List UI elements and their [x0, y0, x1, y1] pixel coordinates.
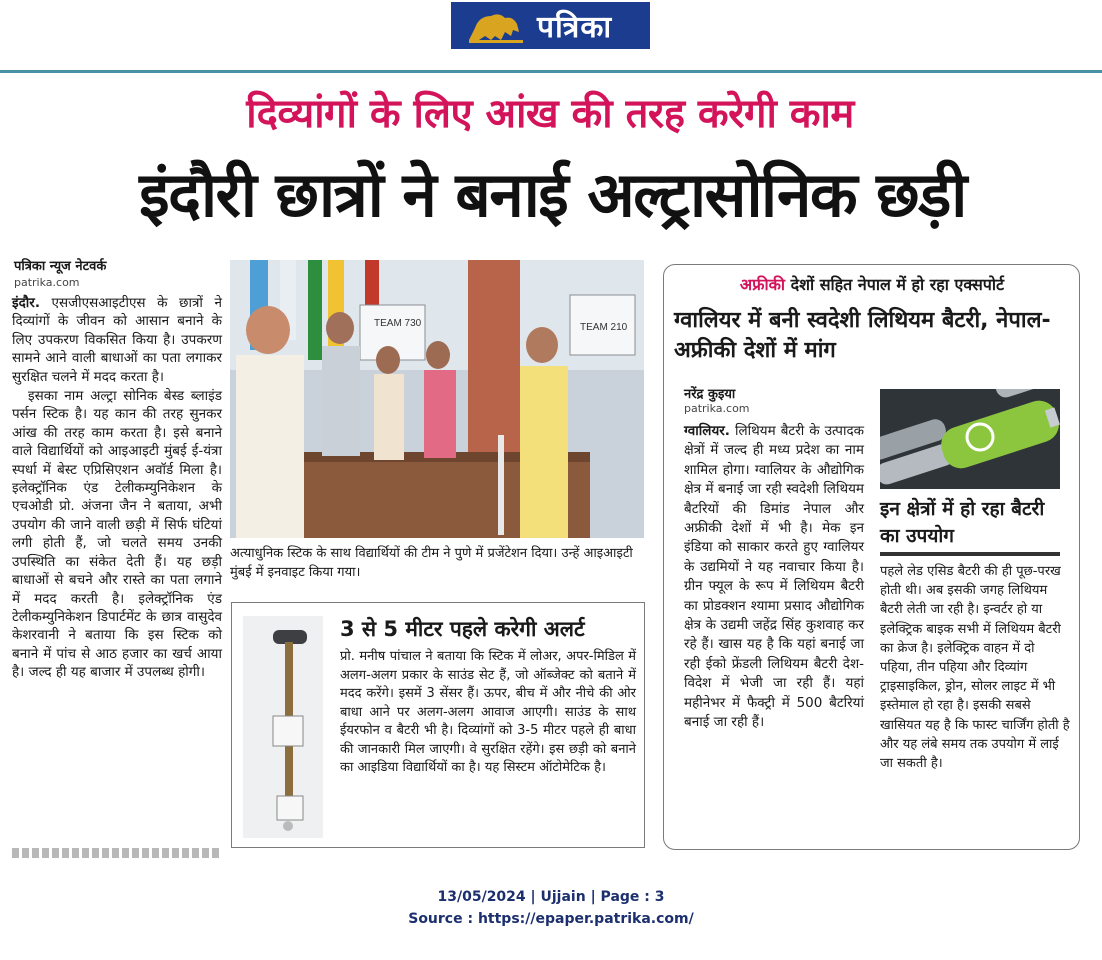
side-sub-body: पहले लेड एसिड बैटरी की ही पूछ-परख होती थी। अब इसकी जगह लिथियम बैटरी लेती जा रही है। इन्वर्टर हो या इलेक्ट्रिक बाइक सभी में लिथियम बैटरी का क्रेज है। इलेक्ट्रिक वाहन में दो पहिया, तीन पहिया और दिव्यांग ट्राइसाइकिल, ड्रोन, सोलर लाइट में भी इस्तेमाल हो रहा है। इसकी सबसे खासियत यह है कि फास्ट चार्जिंग होती है और यह लंबे समय तक उपयोग में लाई जा सकती है।: [880, 564, 1070, 772]
team-photo: [230, 260, 644, 538]
photo-caption: अत्याधुनिक स्टिक के साथ विद्यार्थियों की टीम ने पुणे में प्रजेंटेशन दिया। उन्हें आइआइटी मुंबई में इनवाइट किया गया।: [230, 546, 633, 580]
side-article-dateline: ग्वालियर.: [684, 423, 730, 439]
side-article-body: [684, 422, 864, 733]
side-article-kicker: [670, 274, 1074, 296]
page-footer: [0, 886, 1102, 930]
top-divider: [0, 70, 1102, 73]
side-kicker-rest: देशों सहित नेपाल में हो रहा एक्सपोर्ट: [785, 275, 1005, 294]
lion-icon: [465, 6, 527, 46]
sub-story-title: 3 से 5 मीटर पहले करेगी अलर्ट: [340, 617, 585, 641]
side-article-byline: नरेंद्र कुइया: [684, 387, 736, 402]
side-sub-heading: इन क्षेत्रों में हो रहा बैटरी का उपयोग: [880, 498, 1045, 547]
side-sub-divider: [880, 552, 1060, 556]
article-para-1: एसजीएसआइटीएस के छात्रों ने दिव्यांगों के जीवन को आसान बनाने के लिए उपकरण विकसित किया है। उपकरण सामने आने वाली बाधाओं का पता लगाकर सुरक्षित चलने में मदद करता है।: [12, 295, 222, 385]
article-kicker: दिव्यांगों के लिए आंख की तरह करेगी काम: [246, 91, 854, 137]
battery-photo: [880, 389, 1060, 489]
stick-photo: [243, 616, 323, 838]
side-kicker-highlight: अफ्रीकी: [739, 275, 786, 294]
footer-source[interactable]: Source : https://epaper.patrika.com/: [408, 911, 694, 927]
photo-team-sign-b: TEAM 210: [580, 322, 628, 333]
photo-team-sign-a: TEAM 730: [374, 318, 422, 329]
logo-text: पत्रिका: [537, 10, 613, 45]
footer-date-edition: 13/05/2024 | Ujjain | Page : 3: [437, 889, 665, 905]
article-body-left: [12, 294, 222, 683]
article-headline: इंदौरी छात्रों ने बनाई अल्ट्रासोनिक छड़ी: [139, 158, 966, 231]
article-dateline: इंदौर.: [12, 295, 40, 311]
side-article-body-text: लिथियम बैटरी के उत्पादक क्षेत्रों में जल्द ही मध्य प्रदेश का नाम शामिल होगा। ग्वालियर के औद्योगिक क्षेत्र में बनाई जा रही स्वदेशी लिथियम बैटरियों की डिमांड नेपाल और अफ्रीकी देशों में भी है। मेक इन इंडिया को साकार करते हुए ग्वालियर के उद्यमियों ने यह नवाचार किया है। ग्रीन फ्यूल के रूप में लिथियम बैटरी का प्रोडक्शन श्यामा प्रसाद औद्योगिक क्षेत्र के उद्यमी जहेंद्र सिंह कुशवाह कर रहे हैं। खास यह है कि यहां बनाई जा रही ईको फ्रेंडली लिथियम बैटरी देश-विदेश में भेजी जा रही हैं। यहां महीनेभर में फैक्ट्री में 500 बैटरियां बनाई जा रही हैं।: [684, 423, 864, 731]
article-byline: पत्रिका न्यूज नेटवर्क: [14, 259, 107, 274]
side-article-byline-site: patrika.com: [684, 402, 750, 415]
masthead: [0, 0, 1102, 72]
article-para-2: इसका नाम अल्ट्रा सोनिक बेस्ड ब्लाइंड पर्सन स्टिक है। यह कान की तरह सुनकर आंख की तरह काम करता है। इसे बनाने वाले विद्यार्थियों को आइआइटी मुंबई ई-यंत्रा स्पर्धा में बेस्ट एप्रिसिएशन अवॉर्ड मिला है। इलेक्ट्रॉनिक एंड टेलीकम्युनिकेशन के एचओडी प्रो. अंजना जैन ने बताया, अभी उपयोग की जाने वाली छड़ी में सिर्फ घंटियां लगी होती हैं, जो चलते समय उनकी उपस्थिति का संकेत देती हैं। यह छड़ी बाधाओं से बचने और रास्ते का पता लगाने में मदद करती है। इलेक्ट्रॉनिक एंड टेलीकम्युनिकेशन डिपार्टमेंट के छात्र वासुदेव केशरवानी ने बताया कि इस स्टिक को बनाने में पांच से आठ हजार का खर्च आया है। जल्द ही यह बाजार में उपलब्ध होगी।: [12, 388, 222, 681]
article-byline-site: patrika.com: [14, 276, 80, 289]
patrika-logo[interactable]: [451, 2, 650, 49]
cut-off-text: [12, 848, 222, 858]
side-article-headline: ग्वालियर में बनी स्वदेशी लिथियम बैटरी, नेपाल-अफ्रीकी देशों में मांग: [674, 308, 1051, 363]
sub-story-body: प्रो. मनीष पांचाल ने बताया कि स्टिक में लोअर, अपर-मिडिल में अलग-अलग प्रकार के साउंड सेट हैं, जो ऑब्जेक्ट को बताने में मदद करेंगे। इसमें 3 सेंसर हैं। ऊपर, बीच में और नीचे की ओर बाधा आने पर अलग-अलग आवाज आएगी। साउंड के साथ ईयरफोन व बैटरी भी है। दिव्यांगों को 3-5 मीटर पहले ही बाधा की जानकारी मिल जाएगी। वे सुरक्षित रहेंगे। इस छड़ी को बनाने का आइडिया विद्यार्थियों का है। यह सिस्टम ऑटोमेटिक है।: [340, 649, 636, 775]
